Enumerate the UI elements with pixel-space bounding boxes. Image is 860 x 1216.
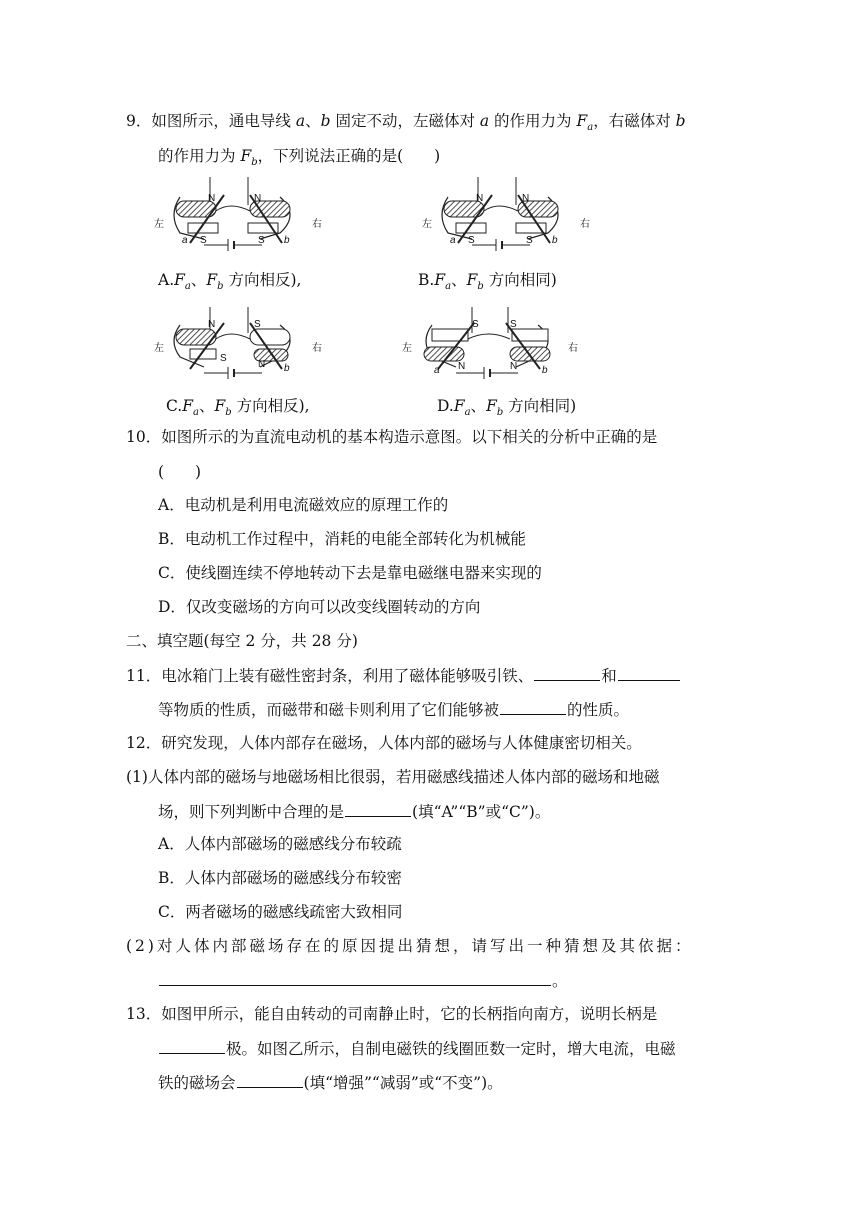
svg-text:N: N — [208, 193, 216, 204]
svg-text:右: 右 — [312, 343, 322, 354]
svg-text:N: N — [510, 361, 518, 372]
q12-option-b: B．人体内部磁场的磁感线分布较密 — [158, 869, 402, 887]
svg-text:S: S — [200, 235, 207, 246]
svg-text:b: b — [284, 235, 290, 246]
figure-option-b — [418, 175, 598, 255]
q9-line1: 9．如图所示，通电导线 a、b 固定不动，左磁体对 a 的作用力为 $F_a$，右磁体对 b — [126, 112, 686, 134]
blank — [237, 1071, 303, 1088]
q10-line1: 10．如图所示的为直流电动机的基本构造示意图。以下相关的分析中正确的是 — [126, 428, 658, 446]
q12-part2-line1: (2)对人体内部磁场存在的原因提出猜想，请写出一种猜想及其依据： — [126, 937, 694, 955]
blank — [500, 698, 566, 715]
q10-option-b: B．电动机工作过程中，消耗的电能全部转化为机械能 — [158, 530, 526, 548]
svg-text:左: 左 — [402, 343, 412, 354]
blank — [534, 664, 600, 681]
q12-part1-line1: (1)人体内部的磁场与地磁场相比很弱，若用磁感线描述人体内部的磁场和地磁 — [126, 768, 660, 786]
svg-text:a: a — [450, 235, 456, 246]
figure-option-c — [150, 305, 330, 385]
figure-option-a — [150, 175, 330, 255]
option-b: $B.F_a$、$F_b$ 方向相同) — [418, 271, 557, 293]
blank — [345, 800, 411, 817]
q12-part2-line2: 。 — [158, 969, 568, 992]
q10-option-a: A．电动机是利用电流磁效应的原理工作的 — [158, 496, 449, 514]
svg-text:S: S — [254, 319, 261, 330]
svg-text:S: S — [258, 235, 265, 246]
q13-line1: 13．如图甲所示，能自由转动的司南静止时，它的长柄指向南方，说明长柄是 — [126, 1005, 658, 1023]
q11-line1: 11．电冰箱门上装有磁性密封条，利用了磁体能够吸引铁、 和 — [126, 664, 681, 687]
svg-text:S: S — [468, 235, 475, 246]
option-c: $C.F_a$、$F_b$ 方向相反), — [166, 397, 310, 419]
q13-line3: 铁的磁场会 (填“增强”“减弱”或“不变”)。 — [158, 1071, 503, 1094]
svg-text:N: N — [522, 193, 530, 204]
svg-text:S: S — [526, 235, 533, 246]
svg-text:S: S — [510, 319, 517, 330]
blank — [159, 1037, 225, 1054]
q10-line2: ( ) — [158, 463, 202, 481]
svg-text:S: S — [220, 353, 227, 364]
svg-text:b: b — [542, 365, 548, 376]
q12-option-c: C．两者磁场的磁感线疏密大致相同 — [158, 903, 403, 921]
q12-line1: 12．研究发现，人体内部存在磁场，人体内部的磁场与人体健康密切相关。 — [126, 734, 642, 752]
q10-option-c: C．使线圈连续不停地转动下去是靠电磁继电器来实现的 — [158, 564, 542, 582]
svg-text:右: 右 — [580, 219, 590, 230]
q9-line2: 的作用力为 $F_b$，下列说法正确的是( ) — [158, 147, 441, 169]
fig-label-right: 右 — [312, 219, 322, 230]
svg-text:N: N — [258, 359, 266, 370]
svg-text:N: N — [476, 193, 484, 204]
q11-line2: 等物质的性质，而磁带和磁卡则利用了它们能够被 的性质。 — [158, 698, 629, 721]
svg-text:b: b — [284, 363, 290, 374]
svg-text:右: 右 — [568, 343, 578, 354]
option-a: $A.F_a$、$F_b$ 方向相反), — [158, 271, 302, 293]
fig-label-left: 左 — [154, 219, 164, 230]
option-d: $D.F_a$、$F_b$ 方向相同) — [437, 397, 577, 419]
svg-text:a: a — [434, 365, 440, 376]
svg-text:a: a — [182, 235, 188, 246]
blank — [159, 969, 551, 986]
blank — [618, 664, 680, 681]
q12-option-a: A．人体内部磁场的磁感线分布较疏 — [158, 835, 402, 853]
figure-option-d — [398, 305, 588, 385]
svg-text:b: b — [552, 235, 558, 246]
section-heading: 二、填空题(每空 2 分，共 28 分) — [126, 632, 358, 650]
q12-part1-line2: 场，则下列判断中合理的是 (填“A”“B”或“C”)。 — [158, 800, 550, 823]
svg-text:S: S — [472, 319, 479, 330]
svg-text:左: 左 — [422, 219, 432, 230]
q10-option-d: D．仅改变磁场的方向可以改变线圈转动的方向 — [158, 598, 481, 616]
svg-text:N: N — [254, 193, 262, 204]
q13-line2: 极。如图乙所示，自制电磁铁的线圈匝数一定时，增大电流，电磁 — [158, 1037, 676, 1060]
svg-text:N: N — [458, 361, 466, 372]
svg-text:N: N — [208, 319, 216, 330]
svg-text:左: 左 — [154, 343, 164, 354]
